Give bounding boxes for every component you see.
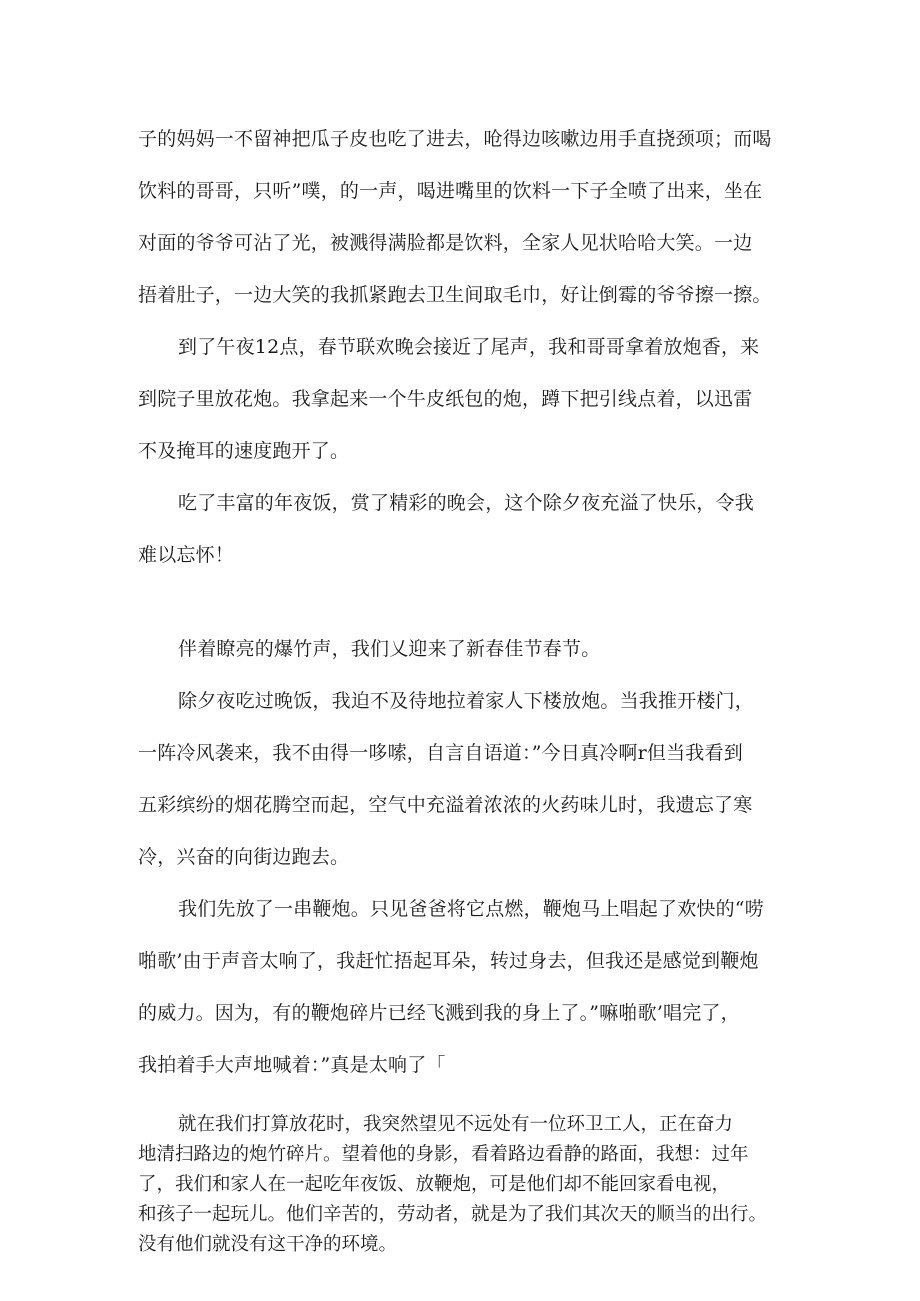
text-line: 不及掩耳的速度跑开了。 xyxy=(138,440,350,462)
text-line: 到了午夜12点，春节联欢晚会接近了尾声，我和哥哥拿着放炮香，来 xyxy=(178,336,760,358)
text-line: 了，我们和家人在一起吃年夜饭、放鞭炮，可是他们却不能回家看电视， xyxy=(138,1174,731,1195)
text-line: 五彩缤纷的烟花腾空而起，空气中充溢着浓浓的火药味儿时，我遗忘了寒 xyxy=(138,794,753,816)
text-line: 对面的爷爷可沾了光，被溅得满脸都是饮料，全家人见状哈哈大笑。一边 xyxy=(138,232,753,254)
text-line: 子的妈妈一不留神把瓜子皮也吃了进去，呛得边咳嗽边用手直挠颈项；而喝 xyxy=(138,128,772,150)
text-line: 到院子里放花炮。我拿起来一个牛皮纸包的炮，蹲下把引线点着，以迅雷 xyxy=(138,388,753,410)
text-line: 饮料的哥哥，只听”噗，的一声，喝进嘴里的饮料一下子全喷了出来，坐在 xyxy=(138,180,763,202)
text-line: 没有他们就没有这干净的环境。 xyxy=(138,1234,398,1255)
text-line: 冷，兴奋的向街边跑去。 xyxy=(138,846,350,868)
text-line: 捂着肚子，一边大笑的我抓紧跑去卫生间取毛巾，好让倒霉的爷爷擦一擦。 xyxy=(138,284,772,306)
text-line: 和孩子一起玩儿。他们辛苦的，劳动者，就是为了我们其次天的顺当的出行。 xyxy=(138,1204,768,1225)
text-line: 吃了丰富的年夜饭，赏了精彩的晚会，这个除夕夜充溢了快乐，令我 xyxy=(178,492,755,514)
text-line: 除夕夜吃过晚饭，我迫不及待地拉着家人下楼放炮。当我推开楼门， xyxy=(178,690,755,712)
text-line: 我拍着手大声地喊着：”真是太响了「 xyxy=(138,1054,446,1076)
text-line: 我们先放了一串鞭炮。只见爸爸将它点燃，鞭炮马上唱起了欢快的“唠 xyxy=(178,898,764,920)
text-line: 啪歌’由于声音太响了，我赶忙捂起耳朵，转过身去，但我还是感觉到鞭炮 xyxy=(138,950,759,972)
text-line: 地清扫路边的炮竹碎片。望着他的身影，看着路边看静的路面，我想：过年 xyxy=(138,1144,749,1165)
text-line: 伴着瞭亮的爆竹声，我们乂迎来了新春佳节春节。 xyxy=(178,638,601,660)
text-line: 的威力。因为，有的鞭炮碎片已经飞溅到我的身上了。”嘛啪歌’唱完了， xyxy=(138,1002,740,1024)
text-line: 一阵冷风袭来，我不由得一哆嗦，自言自语道：”今日真冷啊r但当我看到 xyxy=(138,742,743,764)
text-line: 难以忘怀！ xyxy=(138,544,235,566)
text-line: 就在我们打算放花时，我突然望见不远处有一位环卫工人，正在奋力 xyxy=(178,1114,734,1135)
